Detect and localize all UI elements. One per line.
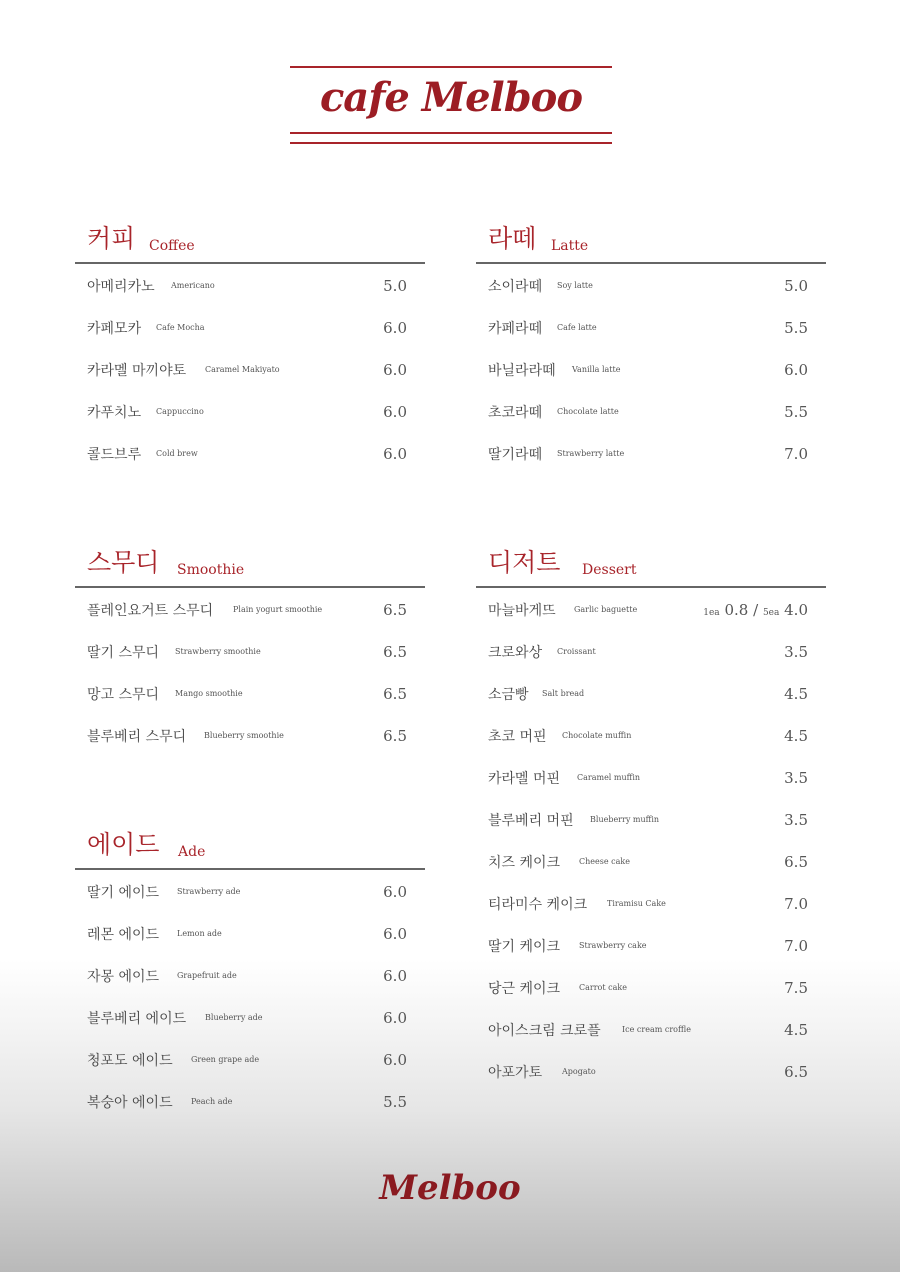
section-ade	[75, 828, 425, 1122]
item-name-ko: 복숭아 에이드	[87, 1095, 173, 1111]
item-name-ko: 딸기 에이드	[87, 885, 160, 901]
price-bundle: 4.0	[784, 601, 808, 619]
menu-item	[75, 588, 425, 630]
menu-item	[476, 882, 826, 924]
item-price: 6.5	[383, 601, 407, 619]
item-name-en: Strawberry latte	[557, 449, 625, 458]
item-price: 6.0	[383, 967, 407, 985]
item-name-ko: 블루베리 에이드	[87, 1011, 187, 1027]
item-name-ko: 마늘바게뜨	[488, 603, 556, 619]
item-price: 6.0	[383, 319, 407, 337]
item-name-ko: 카페라떼	[488, 321, 543, 337]
menu-item	[75, 432, 425, 474]
item-name-ko: 소금빵	[488, 687, 529, 703]
section-title-en: Smoothie	[177, 562, 245, 578]
item-name-ko: 카라멜 머핀	[488, 771, 561, 787]
item-name-ko: 카푸치노	[87, 405, 142, 421]
menu-item	[75, 348, 425, 390]
qty-single-label: 1ea	[703, 608, 720, 618]
item-price: 6.0	[383, 1009, 407, 1027]
item-name-ko: 플레인요거트 스무디	[87, 603, 214, 619]
item-name-ko: 블루베리 머핀	[488, 813, 574, 829]
footer-logo: Melboo	[379, 1168, 521, 1208]
item-name-ko: 자몽 에이드	[87, 969, 160, 985]
menu-item	[476, 588, 826, 630]
item-price: 5.5	[784, 319, 808, 337]
section-title-en: Dessert	[582, 562, 637, 578]
item-name-en: Soy latte	[557, 281, 593, 290]
item-price: 6.0	[383, 1051, 407, 1069]
item-price: 6.0	[383, 445, 407, 463]
menu-item	[476, 1050, 826, 1092]
price-single: 0.8	[724, 601, 749, 619]
menu-item	[75, 912, 425, 954]
menu-item	[476, 1008, 826, 1050]
item-price: 7.0	[784, 895, 808, 913]
item-name-ko: 아이스크림 크로플	[488, 1023, 601, 1039]
item-name-en: Salt bread	[542, 689, 585, 698]
item-price: 6.0	[383, 361, 407, 379]
menu-item	[75, 630, 425, 672]
item-price: 3.5	[784, 811, 808, 829]
section-dessert	[476, 546, 826, 1092]
menu-item	[476, 348, 826, 390]
item-name-ko: 카페모카	[87, 321, 142, 337]
menu-item	[476, 966, 826, 1008]
item-name-en: Tiramisu Cake	[607, 899, 666, 908]
item-name-en: Caramel Makiyato	[205, 365, 280, 374]
section-heading	[476, 222, 826, 264]
item-name-en: Ice cream croffle	[622, 1025, 691, 1034]
section-smoothie	[75, 546, 425, 756]
item-price: 6.0	[383, 925, 407, 943]
item-name-en: Cappuccino	[156, 407, 204, 416]
item-name-en: Americano	[171, 281, 215, 290]
menu-header	[290, 66, 612, 148]
item-price: 5.0	[784, 277, 808, 295]
menu-item	[476, 630, 826, 672]
item-name-ko: 망고 스무디	[87, 687, 160, 703]
menu-item	[75, 870, 425, 912]
menu-item	[476, 756, 826, 798]
section-heading	[476, 546, 826, 588]
item-price: 5.5	[784, 403, 808, 421]
item-price: 4.5	[784, 685, 808, 703]
item-name-en: Green grape ade	[191, 1055, 260, 1064]
item-name-ko: 초코 머핀	[488, 729, 547, 745]
section-title-ko: 라떼	[488, 224, 537, 253]
item-price: 7.0	[784, 445, 808, 463]
menu-item	[75, 996, 425, 1038]
item-name-ko: 당근 케이크	[488, 981, 561, 997]
section-title-ko: 커피	[87, 224, 136, 253]
menu-item	[75, 1080, 425, 1122]
menu-item	[75, 714, 425, 756]
item-name-en: Cafe Mocha	[156, 323, 205, 332]
item-price: 6.0	[784, 361, 808, 379]
item-price: 7.0	[784, 937, 808, 955]
item-name-en: Blueberry muffin	[590, 815, 660, 824]
item-name-en: Lemon ade	[177, 929, 222, 938]
item-name-en: Vanilla latte	[572, 365, 621, 374]
menu-item	[75, 672, 425, 714]
item-name-en: Cheese cake	[579, 857, 630, 866]
menu-item	[476, 390, 826, 432]
item-name-en: Garlic baguette	[574, 605, 638, 614]
item-name-en: Grapefruit ade	[177, 971, 237, 980]
section-latte	[476, 222, 826, 474]
section-heading	[75, 546, 425, 588]
item-name-ko: 청포도 에이드	[87, 1053, 173, 1069]
section-title-ko: 스무디	[87, 548, 160, 577]
item-name-en: Chocolate latte	[557, 407, 619, 416]
item-name-ko: 아포가토	[488, 1065, 543, 1081]
item-name-ko: 티라미수 케이크	[488, 897, 588, 913]
item-name-ko: 콜드브루	[87, 447, 142, 463]
item-price: 6.5	[383, 727, 407, 745]
section-title-en: Coffee	[149, 238, 195, 254]
item-price: 5.0	[383, 277, 407, 295]
item-name-ko: 소이라떼	[488, 279, 543, 295]
section-title-en: Ade	[178, 844, 206, 860]
menu-item	[476, 714, 826, 756]
item-name-en: Mango smoothie	[175, 689, 243, 698]
item-name-ko: 치즈 케이크	[488, 855, 561, 871]
menu-item	[75, 264, 425, 306]
item-price: 4.5	[784, 1021, 808, 1039]
item-name-en: Croissant	[557, 647, 596, 656]
section-heading	[75, 828, 425, 870]
item-price: 7.5	[784, 979, 808, 997]
header-rule-1	[290, 132, 612, 134]
menu-item	[75, 306, 425, 348]
price-separator: /	[753, 601, 759, 619]
item-name-ko: 바닐라라떼	[488, 363, 556, 379]
item-name-en: Strawberry smoothie	[175, 647, 261, 656]
item-name-en: Blueberry ade	[205, 1013, 263, 1022]
item-name-en: Peach ade	[191, 1097, 233, 1106]
section-title-en: Latte	[551, 238, 589, 254]
item-price: 4.5	[784, 727, 808, 745]
item-name-ko: 아메리카노	[87, 279, 155, 295]
item-name-ko: 딸기 케이크	[488, 939, 561, 955]
section-coffee	[75, 222, 425, 474]
header-rule-2	[290, 142, 612, 144]
item-name-ko: 딸기라떼	[488, 447, 543, 463]
item-name-en: Strawberry cake	[579, 941, 647, 950]
item-price: 6.5	[383, 685, 407, 703]
item-name-en: Apogato	[562, 1067, 596, 1076]
item-price-options	[703, 601, 808, 619]
menu-item	[476, 840, 826, 882]
section-title-ko: 에이드	[87, 830, 160, 859]
item-price: 3.5	[784, 769, 808, 787]
menu-item	[476, 432, 826, 474]
item-name-en: Chocolate muffin	[562, 731, 632, 740]
item-name-ko: 블루베리 스무디	[87, 729, 187, 745]
item-name-ko: 초코라떼	[488, 405, 543, 421]
item-name-en: Carrot cake	[579, 983, 627, 992]
item-name-en: Cafe latte	[557, 323, 597, 332]
item-name-en: Cold brew	[156, 449, 198, 458]
menu-item	[75, 1038, 425, 1080]
item-name-en: Plain yogurt smoothie	[233, 605, 323, 614]
item-price: 6.5	[784, 853, 808, 871]
section-title-ko: 디저트	[488, 548, 561, 577]
item-price: 6.0	[383, 883, 407, 901]
item-name-ko: 크로와상	[488, 645, 543, 661]
menu-item	[476, 924, 826, 966]
header-top-rule	[290, 66, 612, 68]
item-price: 3.5	[784, 643, 808, 661]
item-price: 6.5	[784, 1063, 808, 1081]
item-name-ko: 카라멜 마끼야토	[87, 363, 187, 379]
item-price: 6.5	[383, 643, 407, 661]
brand-title: cafe Melboo	[319, 74, 583, 121]
menu-item	[75, 954, 425, 996]
menu-item	[476, 798, 826, 840]
menu-item	[75, 390, 425, 432]
item-name-en: Strawberry ade	[177, 887, 241, 896]
menu-item	[476, 264, 826, 306]
item-name-en: Caramel muffin	[577, 773, 641, 782]
menu-item	[476, 672, 826, 714]
item-name-ko: 딸기 스무디	[87, 645, 160, 661]
item-name-ko: 레몬 에이드	[87, 927, 160, 943]
menu-item	[476, 306, 826, 348]
item-name-en: Blueberry smoothie	[204, 731, 284, 740]
qty-bundle-label: 5ea	[762, 608, 780, 618]
item-price: 6.0	[383, 403, 407, 421]
item-price: 5.5	[383, 1093, 407, 1111]
section-heading	[75, 222, 425, 264]
